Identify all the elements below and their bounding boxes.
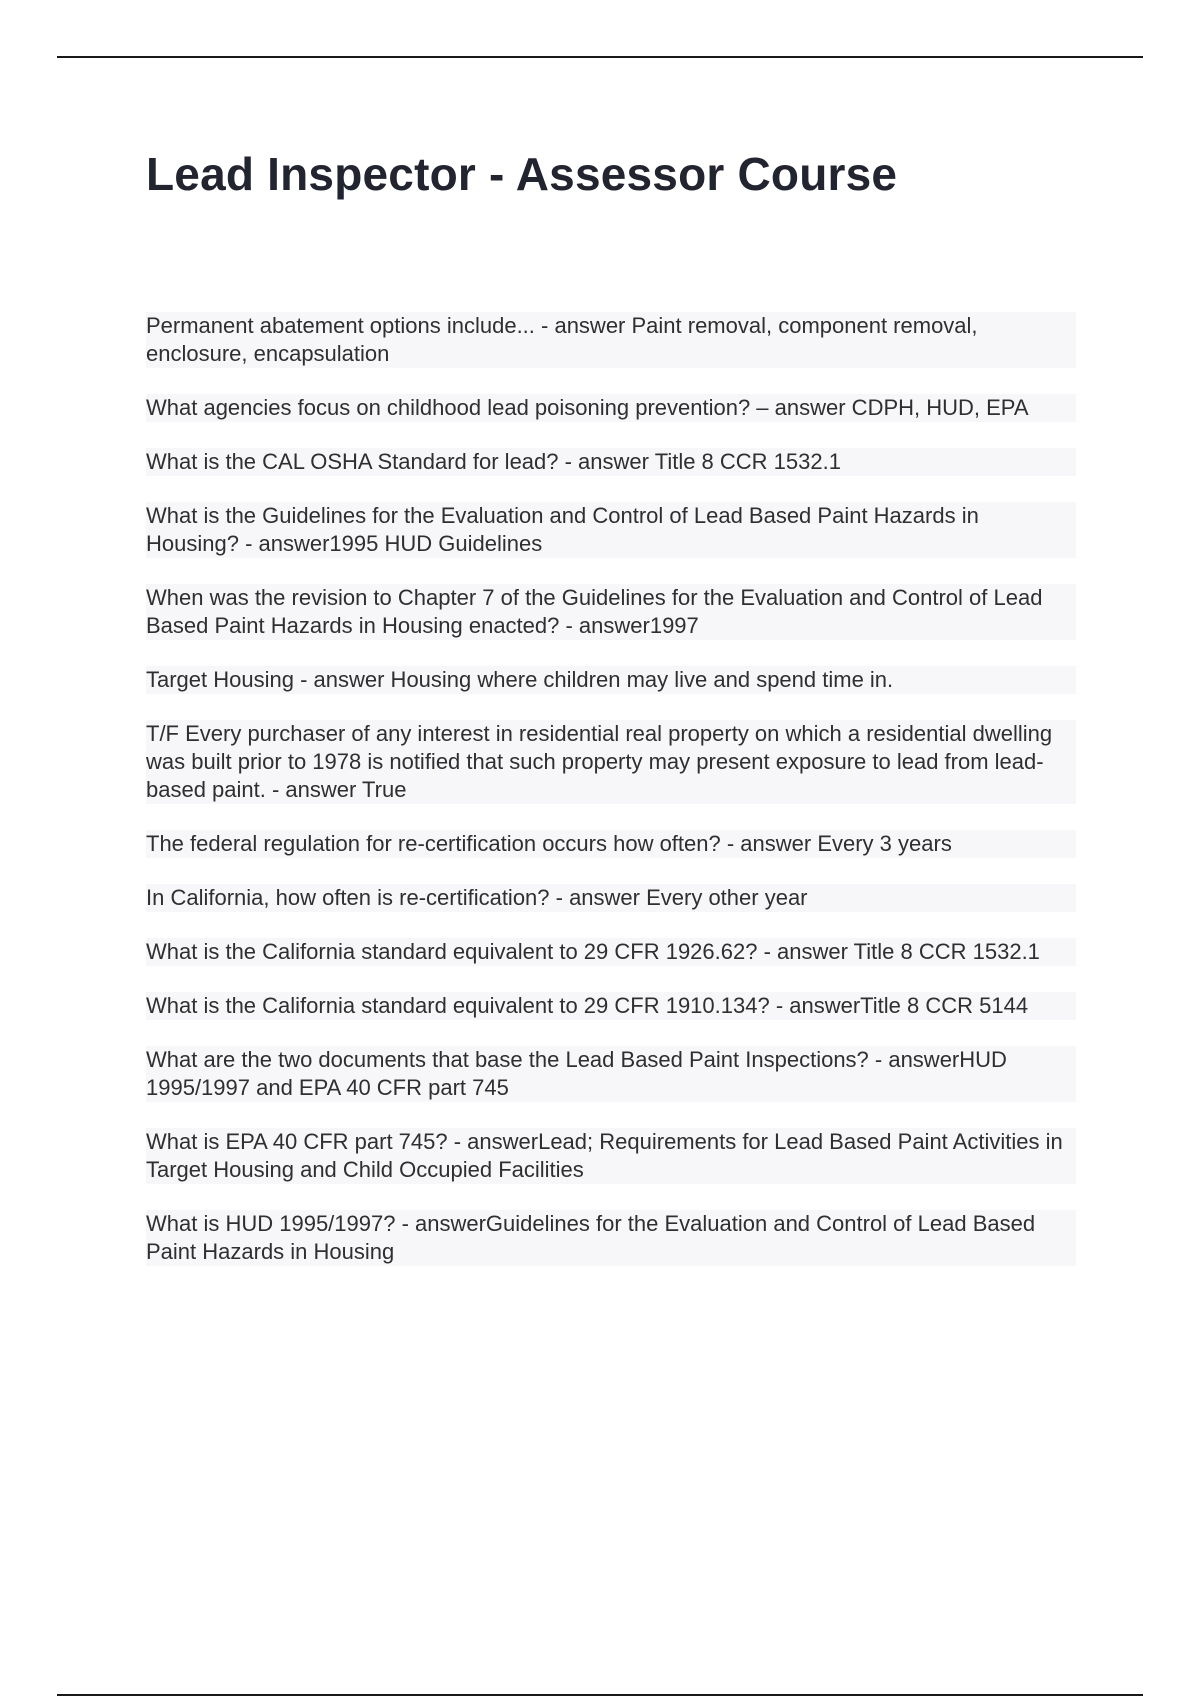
qa-item-13 [146, 1128, 1076, 1184]
qa-list [146, 312, 1076, 1292]
qa-item-10 [146, 938, 1076, 966]
qa-item-12 [146, 1046, 1076, 1102]
page-title: Lead Inspector - Assessor Course [146, 148, 898, 200]
qa-text: What is the California standard equivalent to 29 CFR 1910.134? - answerTitle 8 CCR 5144 [146, 993, 1029, 1018]
qa-item-8 [146, 830, 1076, 858]
qa-item-14 [146, 1210, 1076, 1266]
qa-text: What is EPA 40 CFR part 745? - answerLead; Requirements for Lead Based Paint Activities in Target Housing and Child Occupied Facilities [146, 1129, 1063, 1182]
qa-text: What is the California standard equivalent to 29 CFR 1926.62? - answer Title 8 CCR 1532.1 [146, 939, 1040, 964]
qa-item-3 [146, 448, 1076, 476]
qa-item-2 [146, 394, 1076, 422]
qa-text: What are the two documents that base the Lead Based Paint Inspections? - answerHUD 1995/1997 and EPA 40 CFR part 745 [146, 1047, 1007, 1100]
qa-text: When was the revision to Chapter 7 of the Guidelines for the Evaluation and Control of Lead Based Paint Hazards in Housing enacted? - answer1997 [146, 585, 1043, 638]
qa-text: What agencies focus on childhood lead poisoning prevention? – answer CDPH, HUD, EPA [146, 395, 1029, 420]
qa-text: In California, how often is re-certification? - answer Every other year [146, 885, 808, 910]
qa-item-11 [146, 992, 1076, 1020]
bottom-divider [57, 1694, 1143, 1696]
qa-item-7 [146, 720, 1076, 804]
qa-text: What is HUD 1995/1997? - answerGuidelines for the Evaluation and Control of Lead Based Paint Hazards in Housing [146, 1211, 1036, 1264]
qa-text: What is the CAL OSHA Standard for lead? - answer Title 8 CCR 1532.1 [146, 449, 841, 474]
qa-item-5 [146, 584, 1076, 640]
qa-item-9 [146, 884, 1076, 912]
qa-item-4 [146, 502, 1076, 558]
qa-text: The federal regulation for re-certification occurs how often? - answer Every 3 years [146, 831, 952, 856]
qa-item-6 [146, 666, 1076, 694]
top-divider [57, 56, 1143, 58]
qa-item-1 [146, 312, 1076, 368]
qa-text: T/F Every purchaser of any interest in residential real property on which a residential dwelling was built prior to 1978 is notified that such property may present exposure to lead from lead-based paint. - answer True [146, 721, 1053, 802]
qa-text: Target Housing - answer Housing where children may live and spend time in. [146, 667, 894, 692]
qa-text: Permanent abatement options include... - answer Paint removal, component removal, enclosure, encapsulation [146, 313, 978, 366]
qa-text: What is the Guidelines for the Evaluation and Control of Lead Based Paint Hazards in Housing? - answer1995 HUD Guidelines [146, 503, 979, 556]
